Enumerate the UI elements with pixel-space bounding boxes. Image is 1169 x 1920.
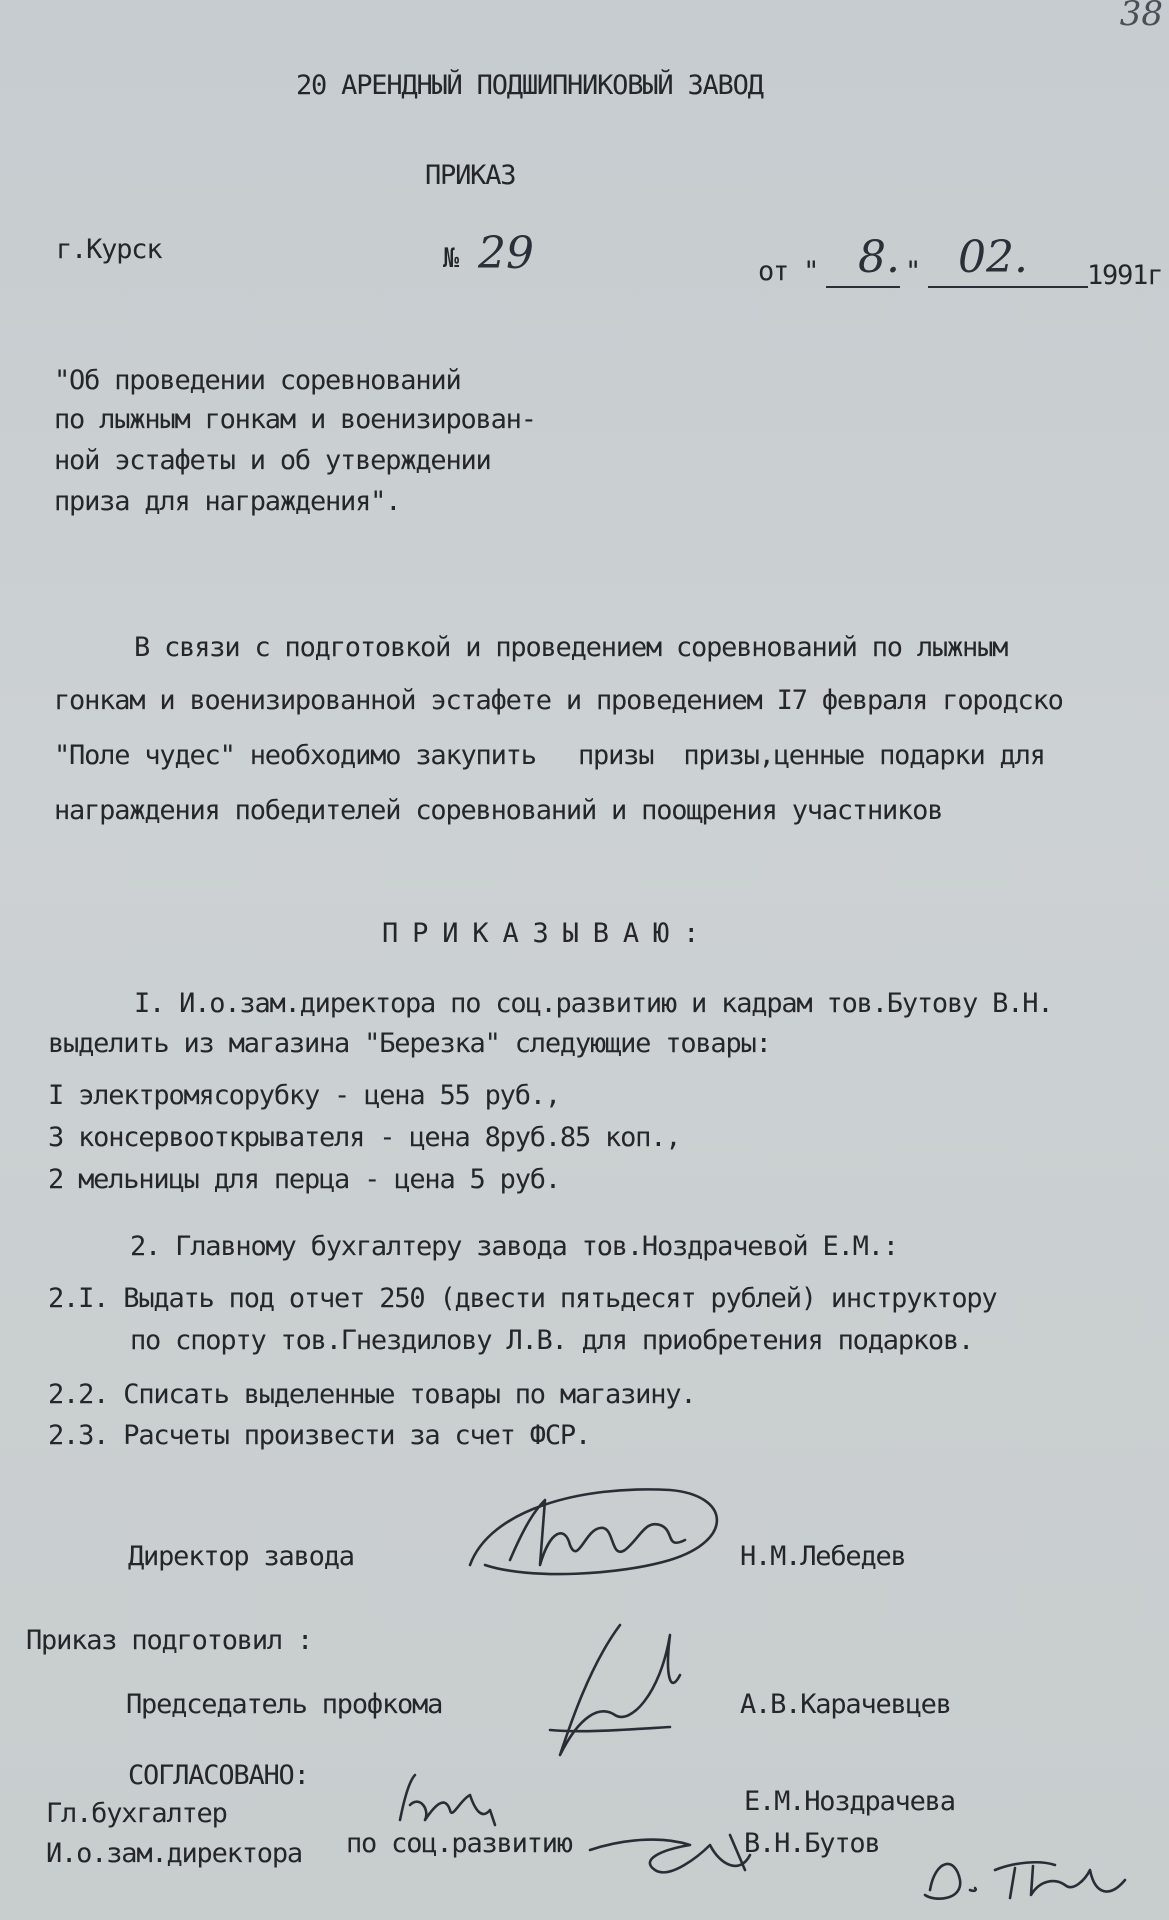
union-chair-signature: [520, 1615, 690, 1765]
subject-line-3: ной эстафеты и об утверждении: [54, 445, 491, 476]
date-year: 1991г: [1087, 260, 1163, 291]
preamble-line-1: В связи с подготовкой и проведением соревнований по лыжным: [134, 632, 1008, 663]
goods-line-3: 2 мельницы для перца - цена 5 руб.: [48, 1164, 560, 1195]
director-name: Н.М.Лебедев: [740, 1541, 906, 1572]
item-2-2: 2.2. Списать выделенные товары по магазину.: [48, 1379, 696, 1410]
subject-line-2: по лыжным гонкам и военизирован-: [54, 404, 536, 435]
date-day-underline: [826, 286, 900, 288]
director-title: Директор завода: [128, 1541, 354, 1572]
preamble-line-3b: призы призы,ценные подарки для: [578, 740, 1045, 771]
document-type: ПРИКАЗ: [425, 160, 516, 191]
chief-accountant-title: Гл.бухгалтер: [46, 1798, 227, 1829]
order-heading: П Р И К А З Ы В А Ю :: [382, 918, 699, 949]
chief-accountant-name: Е.М.Ноздрачева: [744, 1786, 955, 1817]
preamble-line-3a: "Поле чудес" необходимо закупить: [54, 740, 536, 771]
preamble-line-2: гонкам и военизированной эстафете и проведением I7 февраля городско: [54, 685, 1063, 716]
item-2: 2. Главному бухгалтеру завода тов.Ноздрачевой Е.М.:: [130, 1231, 898, 1262]
margin-signature: [915, 1840, 1155, 1910]
date-separator: ": [905, 256, 921, 287]
prepared-label: Приказ подготовил :: [26, 1625, 313, 1656]
item-2-3: 2.3. Расчеты произвести за счет ФСР.: [48, 1420, 590, 1451]
deputy-director-title-cont: по соц.развитию: [346, 1828, 572, 1859]
goods-line-2: 3 консервооткрывателя - цена 8руб.85 коп.,: [48, 1122, 681, 1153]
item-2-1-line-1: 2.I. Выдать под отчет 250 (двести пятьдесят рублей) инструктору: [48, 1283, 997, 1314]
date-month: 02.: [958, 232, 1028, 283]
item-1-line-2: выделить из магазина "Березка" следующие товары:: [48, 1028, 771, 1059]
union-chair-title: Председатель профкома: [126, 1689, 443, 1720]
deputy-director-name: В.Н.Бутов: [744, 1828, 880, 1859]
number-label: №: [443, 243, 459, 274]
date-label: от ": [758, 256, 819, 287]
deputy-director-title: И.о.зам.директора: [46, 1838, 302, 1869]
accountant-signature: [390, 1765, 510, 1835]
date-day: 8.: [858, 232, 900, 283]
agreed-label: СОГЛАСОВАНО:: [128, 1760, 309, 1791]
enterprise-name: 20 АРЕНДНЫЙ ПОДШИПНИКОВЫЙ ЗАВОД: [296, 70, 763, 101]
subject-line-1: "Об проведении соревнований: [54, 365, 461, 396]
deputy-signature: [580, 1815, 780, 1885]
preamble-line-4: награждения победителей соревнований и поощрения участников: [54, 795, 943, 826]
subject-line-4: приза для награждения".: [54, 486, 401, 517]
union-chair-name: А.В.Карачевцев: [740, 1689, 951, 1720]
order-number: 29: [478, 228, 534, 279]
archive-page-number: 38: [1119, 0, 1163, 34]
item-2-1-line-2: по спорту тов.Гнездилову Л.В. для приобретения подарков.: [130, 1325, 974, 1356]
item-1-line-1: I. И.о.зам.директора по соц.развитию и кадрам тов.Бутову В.Н.: [134, 988, 1053, 1019]
date-month-underline: [928, 286, 1088, 288]
goods-line-1: I электромясорубку - цена 55 руб.,: [48, 1080, 560, 1111]
city: г.Курск: [56, 234, 162, 265]
director-signature: [450, 1470, 740, 1590]
